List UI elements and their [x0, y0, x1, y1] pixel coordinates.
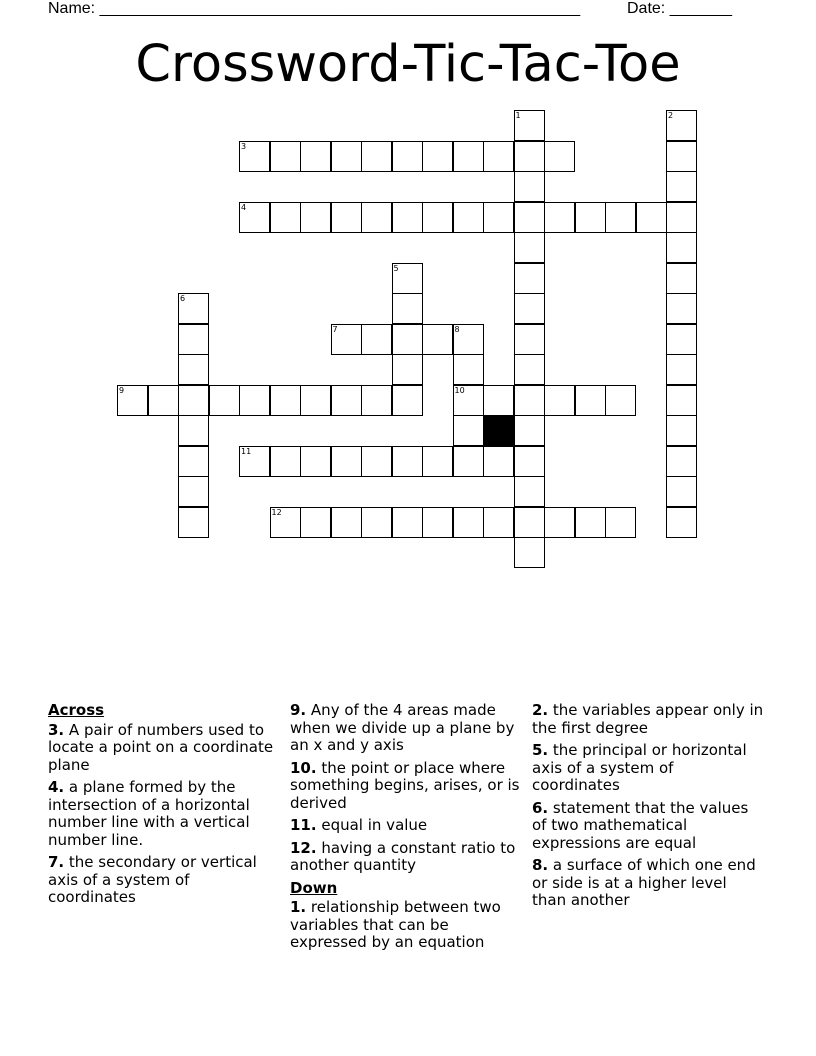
- clue-number-label: 8: [454, 324, 460, 334]
- grid-cell[interactable]: [666, 141, 697, 172]
- down-heading: Down: [290, 878, 338, 897]
- grid-cell[interactable]: [453, 507, 484, 538]
- grid-cell[interactable]: [392, 446, 423, 477]
- clue-across-3: 3. A pair of numbers used to locate a point on a coordinate plane: [48, 720, 274, 774]
- grid-cell[interactable]: [270, 385, 301, 416]
- grid-cell[interactable]: [422, 141, 453, 172]
- clue-number-label: 11: [241, 446, 252, 456]
- grid-cell[interactable]: [148, 385, 179, 416]
- grid-cell[interactable]: [666, 263, 697, 294]
- clue-number-label: 4: [241, 202, 247, 212]
- grid-cell[interactable]: [605, 507, 636, 538]
- clue-number-label: 1: [515, 111, 521, 120]
- grid-cell[interactable]: [514, 354, 545, 385]
- grid-cell[interactable]: [239, 446, 270, 477]
- clue-number-label: 12: [271, 507, 282, 517]
- grid-cell[interactable]: [666, 171, 697, 202]
- grid-cell[interactable]: [666, 476, 697, 507]
- grid-cell[interactable]: [453, 385, 484, 416]
- grid-cell[interactable]: [331, 202, 362, 233]
- grid-cell[interactable]: [392, 385, 423, 416]
- clue-number-label: 10: [454, 385, 465, 395]
- grid-cell[interactable]: [514, 110, 545, 141]
- grid-cell[interactable]: [575, 385, 606, 416]
- clue-across-11: 11. equal in value: [290, 816, 428, 834]
- grid-cell[interactable]: [544, 202, 575, 233]
- grid-cell[interactable]: [483, 385, 514, 416]
- grid-cell[interactable]: [331, 446, 362, 477]
- clue-down-6: 6. statement that the values of two mathematical expressions are equal: [532, 798, 749, 852]
- grid-cell[interactable]: [575, 507, 606, 538]
- grid-cell[interactable]: [666, 385, 697, 416]
- grid-cell[interactable]: [392, 293, 423, 324]
- grid-cell[interactable]: [666, 324, 697, 355]
- grid-cell[interactable]: [514, 202, 545, 233]
- grid-cell[interactable]: [666, 507, 697, 538]
- grid-cell[interactable]: [422, 202, 453, 233]
- clue-column-2: [290, 702, 522, 957]
- grid-cell[interactable]: [178, 446, 209, 477]
- clue-down-8: 8. a surface of which one end or side is at a higher level than another: [532, 856, 756, 909]
- grid-cell[interactable]: [270, 141, 301, 172]
- grid-cell[interactable]: [483, 141, 514, 172]
- grid-cell[interactable]: [331, 385, 362, 416]
- grid-cell[interactable]: [514, 232, 545, 263]
- clue-number-label: 9: [119, 385, 125, 395]
- grid-cell[interactable]: [422, 507, 453, 538]
- grid-cell[interactable]: [514, 476, 545, 507]
- grid-cell[interactable]: [666, 202, 697, 233]
- grid-cell[interactable]: [300, 202, 331, 233]
- grid-cell[interactable]: [514, 293, 545, 324]
- grid-cell[interactable]: [666, 354, 697, 385]
- grid-cell[interactable]: [178, 385, 209, 416]
- grid-cell[interactable]: [392, 141, 423, 172]
- grid-cell[interactable]: [483, 202, 514, 233]
- clue-number-label: 3: [241, 141, 247, 151]
- grid-cell[interactable]: [666, 293, 697, 324]
- grid-cell[interactable]: [331, 507, 362, 538]
- grid-cell[interactable]: [453, 446, 484, 477]
- clue-down-1: 1. relationship between two variables that can be expressed by an equation: [290, 898, 501, 951]
- name-field[interactable]: Name: ______________________________________________________: [48, 0, 581, 17]
- grid-cell[interactable]: [239, 202, 270, 233]
- page-title: Crossword-Tic-Tac-Toe: [135, 35, 681, 94]
- grid-cell[interactable]: [514, 507, 545, 538]
- grid-cell[interactable]: [483, 446, 514, 477]
- grid-cell[interactable]: [270, 446, 301, 477]
- grid-cell[interactable]: [300, 446, 331, 477]
- grid-cell[interactable]: [178, 476, 209, 507]
- grid-cell[interactable]: [666, 446, 697, 477]
- date-field[interactable]: Date: _______: [627, 0, 732, 17]
- grid-cell[interactable]: [605, 385, 636, 416]
- grid-cell[interactable]: [361, 324, 392, 355]
- grid-cell[interactable]: [361, 446, 392, 477]
- grid-cell[interactable]: [514, 324, 545, 355]
- grid-cell[interactable]: [666, 415, 697, 446]
- clue-column-1: [48, 702, 280, 912]
- grid-cell[interactable]: [453, 202, 484, 233]
- grid-cell[interactable]: [514, 141, 545, 172]
- grid-cell[interactable]: [514, 263, 545, 294]
- grid-cell[interactable]: [300, 507, 331, 538]
- grid-cell[interactable]: [361, 202, 392, 233]
- grid-cell[interactable]: [544, 385, 575, 416]
- clue-across-9: 9. Any of the 4 areas made when we divide up a plane by an x and y axis: [290, 701, 515, 754]
- grid-cell[interactable]: [178, 507, 209, 538]
- grid-cell[interactable]: [666, 110, 697, 141]
- grid-cell[interactable]: [392, 263, 423, 294]
- clue-number-label: 7: [332, 324, 338, 334]
- grid-cell[interactable]: [178, 415, 209, 446]
- grid-cell[interactable]: [331, 324, 362, 355]
- clue-column-3: [532, 702, 764, 915]
- clue-across-10: 10. the point or place where something begins, arises, or is derived: [290, 758, 520, 812]
- grid-cell[interactable]: [361, 507, 392, 538]
- grid-cell[interactable]: [300, 141, 331, 172]
- grid-cell[interactable]: [453, 415, 484, 446]
- grid-cell[interactable]: [605, 202, 636, 233]
- clue-down-2: 2. the variables appear only in the first degree: [532, 701, 764, 737]
- grid-cell[interactable]: [544, 507, 575, 538]
- grid-cell[interactable]: [514, 171, 545, 202]
- clue-across-7: 7. the secondary or vertical axis of a system of coordinates: [48, 853, 257, 906]
- grid-cell[interactable]: [392, 354, 423, 385]
- grid-cell[interactable]: [514, 415, 545, 446]
- grid-cell[interactable]: [178, 324, 209, 355]
- grid-cell[interactable]: [514, 446, 545, 477]
- grid-cell[interactable]: [178, 354, 209, 385]
- grid-cell[interactable]: [483, 507, 514, 538]
- grid-cell[interactable]: [178, 293, 209, 324]
- grid-cell[interactable]: [361, 141, 392, 172]
- grid-cell[interactable]: [331, 141, 362, 172]
- grid-cell[interactable]: [422, 324, 453, 355]
- grid-cell[interactable]: [239, 141, 270, 172]
- clue-number-label: 5: [393, 263, 399, 273]
- grid-cell[interactable]: [514, 537, 545, 568]
- grid-cell[interactable]: [361, 385, 392, 416]
- grid-cell[interactable]: [209, 385, 240, 416]
- grid-cell[interactable]: [453, 324, 484, 355]
- grid-cell[interactable]: [636, 202, 667, 233]
- clue-number-label: 2: [668, 111, 674, 120]
- grid-cell[interactable]: [544, 141, 575, 172]
- grid-cell[interactable]: [514, 385, 545, 416]
- grid-cell[interactable]: [270, 507, 301, 538]
- grid-cell[interactable]: [453, 354, 484, 385]
- grid-cell[interactable]: [270, 202, 301, 233]
- grid-block-cell: [483, 415, 514, 446]
- grid-cell[interactable]: [453, 141, 484, 172]
- grid-cell[interactable]: [392, 324, 423, 355]
- grid-cell[interactable]: [666, 232, 697, 263]
- clue-across-12: 12. having a constant ratio to another quantity: [290, 838, 516, 874]
- across-heading: Across: [48, 701, 105, 719]
- grid-cell[interactable]: [300, 385, 331, 416]
- grid-cell[interactable]: [392, 202, 423, 233]
- clue-across-4: 4. a plane formed by the intersection of a horizontal number line with a vertical number line.: [48, 778, 250, 849]
- clue-down-5: 5. the principal or horizontal axis of a system of coordinates: [532, 741, 747, 794]
- grid-cell[interactable]: [575, 202, 606, 233]
- grid-cell[interactable]: [239, 385, 270, 416]
- grid-cell[interactable]: [392, 507, 423, 538]
- grid-cell[interactable]: [117, 385, 148, 416]
- clue-number-label: 6: [180, 294, 186, 303]
- grid-cell[interactable]: [422, 446, 453, 477]
